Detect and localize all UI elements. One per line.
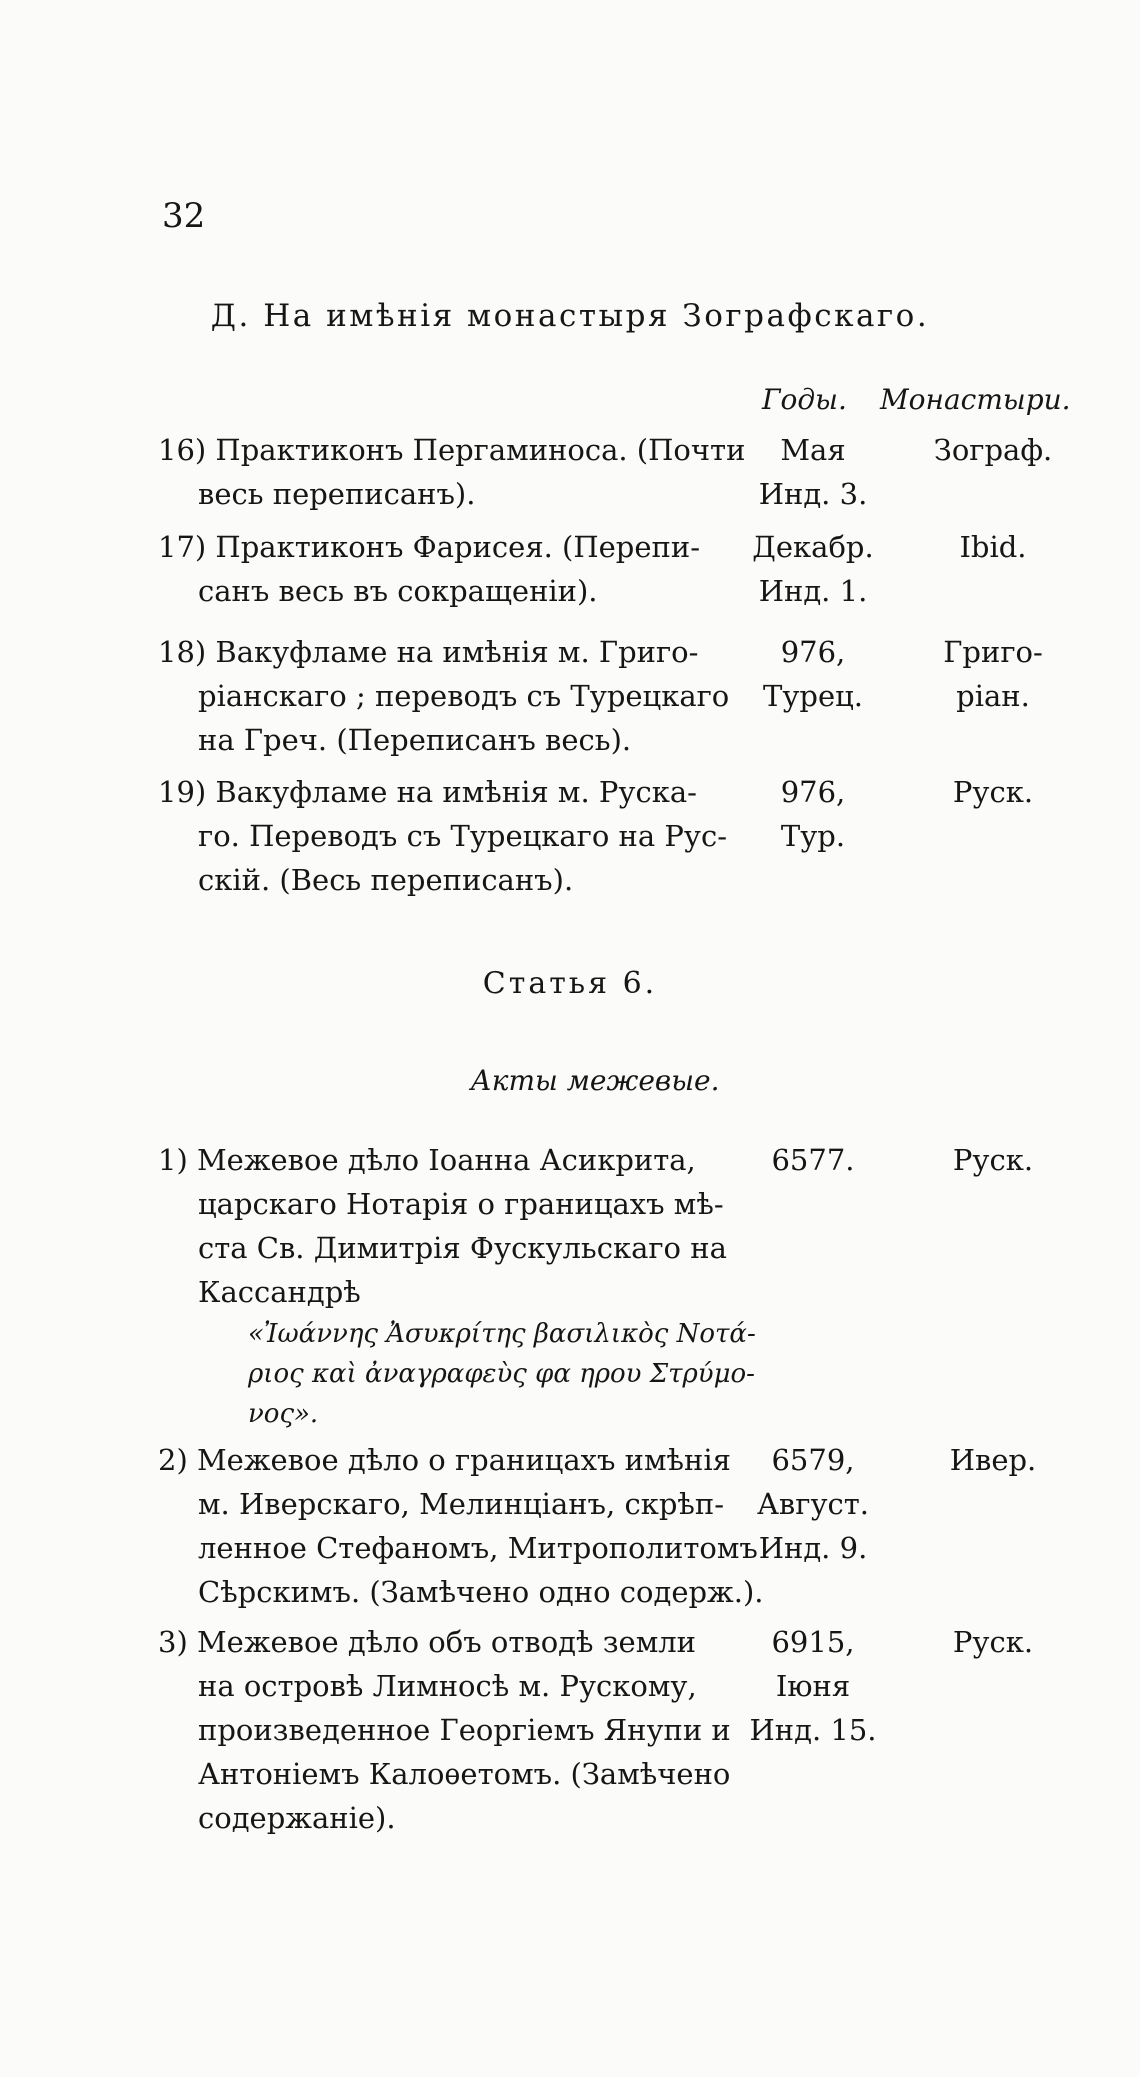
entry-description: 1) Межевое дѣло Іоанна Асикрита, царскаго Нотарія о границахъ мѣ- ста Св. Димитрія Фускульскаго на Кассандрѣ «Ἰωάννης Ἀσυκρίτης βασιλικὸς Νοτά- ριος καὶ ἀναγραφεὺς φα ηρου Στρύμο- νος».	[158, 1138, 734, 1434]
entry-year: 6577.	[771, 1143, 855, 1177]
entry-monastery: Руск.	[952, 1143, 1034, 1177]
entry-year: Декабр. Инд. 1.	[752, 530, 874, 608]
greek-quote-line: «Ἰωάννης Ἀσυκρίτης βασιλικὸς Νοτά-	[248, 1319, 756, 1349]
entry-monastery: Ibid.	[959, 530, 1027, 564]
column-header-monasteries: Монастыри.	[880, 383, 1071, 416]
entry-monastery: Ивер.	[949, 1443, 1037, 1477]
entry-year: 976, Тур.	[780, 775, 846, 853]
entry-description: 18) Вакуфламе на имѣнія м. Григо- ріанскаго ; переводъ съ Турецкаго на Греч. (Переписанъ весь).	[158, 635, 730, 757]
page-number: 32	[162, 196, 206, 236]
entry-description: 19) Вакуфламе на имѣнія м. Руска- го. Переводъ съ Турецкаго на Рус- скій. (Весь переписанъ).	[158, 775, 728, 897]
entry-year: 6915, Іюня Инд. 15.	[749, 1625, 877, 1747]
entry-monastery: Руск.	[952, 1625, 1034, 1659]
entry-description: 3) Межевое дѣло объ отводѣ земли на островѣ Лимносѣ м. Рускому, произведенное Георгіемъ Янупи и Антоніемъ Калоѳетомъ. (Замѣчено содержаніе).	[158, 1625, 731, 1835]
entry-year: 976, Турец.	[763, 635, 863, 713]
article-title: Статья 6.	[482, 966, 658, 1001]
entry-year: Мая Инд. 3.	[758, 433, 868, 511]
article-subtitle: Акты межевые.	[470, 1064, 720, 1097]
entry-year: 6579, Август. Инд. 9.	[756, 1443, 870, 1565]
greek-quote-line: νος».	[248, 1399, 319, 1429]
entry-description: 17) Практиконъ Фарисея. (Перепи- санъ весь въ сокращеніи).	[158, 530, 700, 608]
entry-description: 16) Практиконъ Пергаминоса. (Почти весь переписанъ).	[158, 433, 746, 511]
column-header-years: Годы.	[762, 383, 847, 416]
entry-monastery: Григо- ріан.	[943, 635, 1043, 713]
entry-monastery: Зограф.	[933, 433, 1053, 467]
section-title: Д. На имѣнія монастыря Зографскаго.	[210, 298, 930, 334]
greek-quote-line: ριος καὶ ἀναγραφεὺς φα ηρου Στρύμο-	[248, 1359, 755, 1389]
entry-monastery: Руск.	[952, 775, 1034, 809]
entry-description: 2) Межевое дѣло о границахъ имѣнія м. Иверскаго, Мелинціанъ, скрѣп- ленное Стефаномъ, Митрополитомъ Сѣрскимъ. (Замѣчено одно содерж.).	[158, 1443, 764, 1609]
